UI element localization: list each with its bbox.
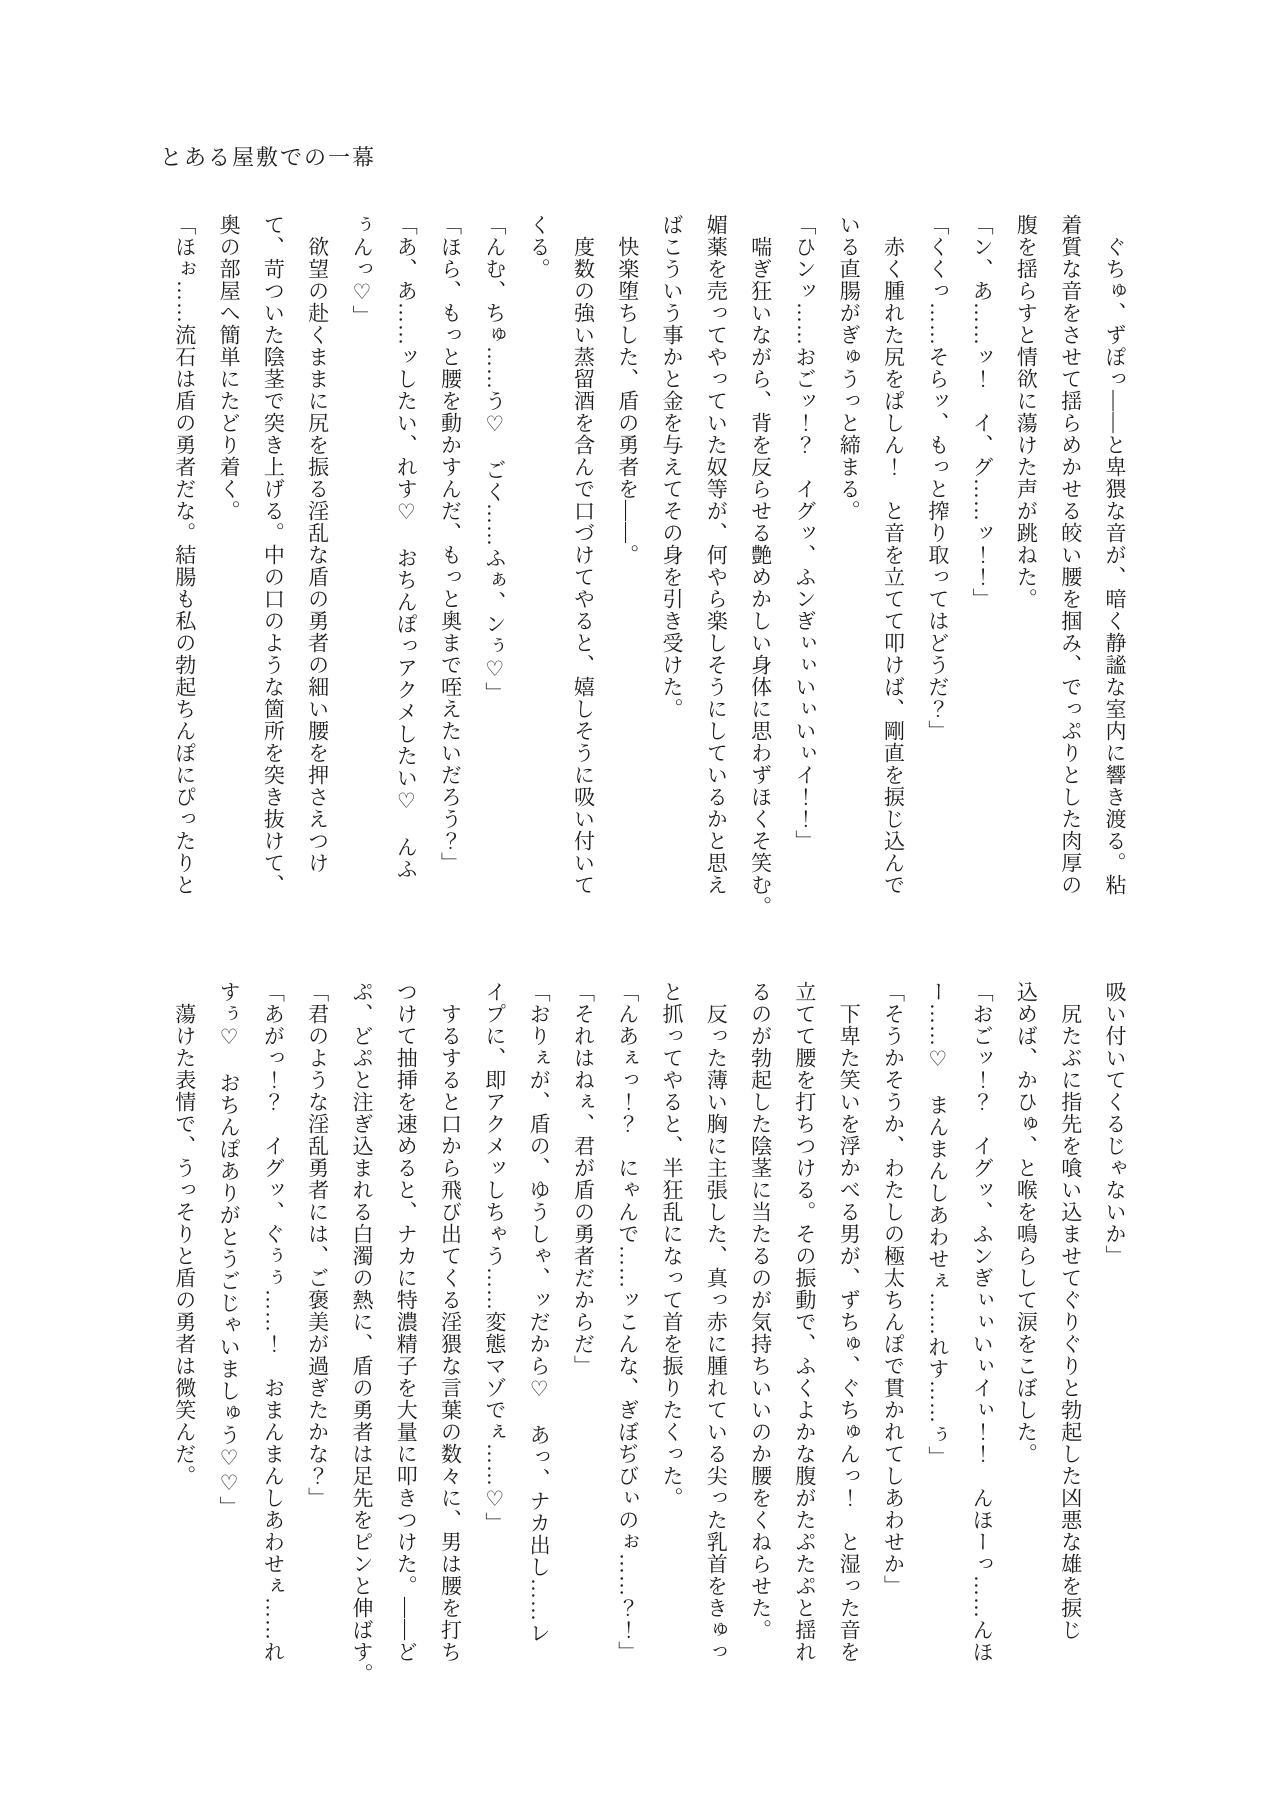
- text-column: ぅんっ♡」: [349, 214, 374, 327]
- text-column: 媚薬を売ってやっていた奴等が、何やら楽しそうにしているかと思え: [704, 214, 729, 896]
- text-column: つけて抽挿を速めると、ナカに特濃精子を大量に叩きつけた。――ど: [394, 981, 419, 1663]
- text-block-lower: [162, 981, 1137, 1705]
- text-column: ぷ、どぷと注ぎ込まれる白濁の熱に、盾の勇者は足先をピンと伸ばす。: [349, 981, 374, 1685]
- text-column: 「おごッ！？ イグッ、ふンぎぃぃいぃイぃ！！ んほーっ……んほ: [970, 981, 995, 1663]
- text-column: 下卑た笑いを浮かべる男が、ずちゅ、ぐちゅんっ！ と湿った音を: [837, 981, 862, 1663]
- text-column: て、苛ついた陰茎で突き上げる。中の口のような箇所を突き抜けて、: [261, 214, 286, 896]
- text-column: すぅ♡ おちんぽありがとうごじゃいましゅう♡♡」: [217, 981, 242, 1518]
- text-column: 「ひンッ……おごッ！？ イグッ、ふンぎぃぃいぃいぃイ！！」: [792, 214, 817, 852]
- text-column: ばこういう事かと金を与えてその身を引き受けた。: [660, 214, 685, 720]
- text-column: 奥の部屋へ簡単にたどり着く。: [217, 214, 242, 522]
- text-column: 「ン、あ……ッ！ イ、グ……ッ！！」: [970, 214, 995, 610]
- text-column: 赤く腫れた尻をぱしん！ と音を立てて叩けば、剛直を捩じ込んで: [881, 214, 906, 896]
- text-column: するすると口から飛び出てくる淫猥な言葉の数々に、男は腰を打ち: [438, 981, 463, 1663]
- text-column: 着質な音をさせて揺らめかせる皎い腰を掴み、でっぷりとした肉厚の: [1058, 214, 1083, 896]
- text-column: 快楽堕ちした、盾の勇者を――。: [615, 214, 640, 566]
- text-column: 吸い付いてくるじゃないか」: [1103, 981, 1127, 1267]
- text-column: ぐちゅ、ずぽっ――と卑猥な音が、暗く静謐な室内に響き渡る。粘: [1103, 214, 1127, 896]
- text-column: 喘ぎ狂いながら、背を反らせる艶めかしい身体に思わずほくそ笑む。: [748, 214, 773, 918]
- text-column: 「おりぇが、盾の、ゆうしゃ、ッだから♡ あっ、ナカ出し……レ: [527, 981, 552, 1644]
- text-column: 蕩けた表情で、うっそりと盾の勇者は微笑んだ。: [172, 981, 197, 1487]
- text-column: 腹を揺らすと情欲に蕩けた声が跳ねた。: [1014, 214, 1039, 610]
- text-column: と抓ってやると、半狂乱になって首を振りたくった。: [660, 981, 685, 1509]
- text-column: 「んあぇっ！？ にゃんで……ッこんな、ぎぼぢびぃのぉ……？！」: [615, 981, 640, 1663]
- text-column: 反った薄い胸に主張した、真っ赤に腫れている尖った乳首をきゅっ: [704, 981, 729, 1663]
- text-block-upper: [162, 214, 1137, 938]
- text-column: 込めば、かひゅ、と喉を鳴らして涙をこぼした。: [1014, 981, 1039, 1465]
- text-column: イプに、即アクメッしちゃう……変態マゾでぇ……♡」: [482, 981, 507, 1534]
- text-column: 欲望の赴くままに尻を振る淫乱な盾の勇者の細い腰を押さえつけ: [305, 214, 330, 874]
- text-column: 「くくっ……そらッ、もっと搾り取ってはどうだ？」: [925, 214, 950, 742]
- text-column: 「あ、あ……ッしたい、れす♡ おちんぽっアクメしたい♡ んふ: [394, 214, 419, 880]
- text-column: 立てて腰を打ちつける。その振動で、ふくよかな腹がたぷたぷと揺れ: [792, 981, 817, 1663]
- text-column: るのが勃起した陰茎に当たるのが気持ちいいのか腰をくねらせた。: [748, 981, 773, 1641]
- text-column: いる直腸がぎゅうっと締まる。: [837, 214, 862, 522]
- text-column: ー……♡ まんまんしあわせぇ……れす……ぅ」: [925, 981, 950, 1468]
- text-column: 尻たぶに指先を喰い込ませてぐりぐりと勃起した凶悪な雄を捩じ: [1058, 981, 1083, 1641]
- text-column: くる。: [527, 214, 552, 280]
- text-column: 「それはねぇ、君が盾の勇者だからだ」: [571, 981, 596, 1377]
- text-column: 度数の強い蒸留酒を含んで口づけてやると、嬉しそうに吸い付いて: [571, 214, 596, 896]
- text-column: 「あがっ！？ イグッ、ぐぅぅ……！ おまんまんしあわせぇ……れ: [261, 981, 286, 1663]
- text-column: 「ほら、もっと腰を動かすんだ、もっと奥まで咥えたいだろう？」: [438, 214, 463, 874]
- text-column: 「ほぉ……流石は盾の勇者だな。結腸も私の勃起ちんぽにぴったりと: [172, 214, 197, 896]
- text-column: 「んむ、ちゅ……う♡ ごく……ふぁ、ンぅ♡」: [482, 214, 507, 704]
- text-column: 「君のような淫乱勇者には、ご褒美が過ぎたかな？」: [305, 981, 330, 1509]
- section-title: とある屋敷での一幕: [160, 145, 377, 170]
- text-column: 「そうかそうか、わたしの極太ちんぽで貫かれてしあわせか」: [881, 981, 906, 1597]
